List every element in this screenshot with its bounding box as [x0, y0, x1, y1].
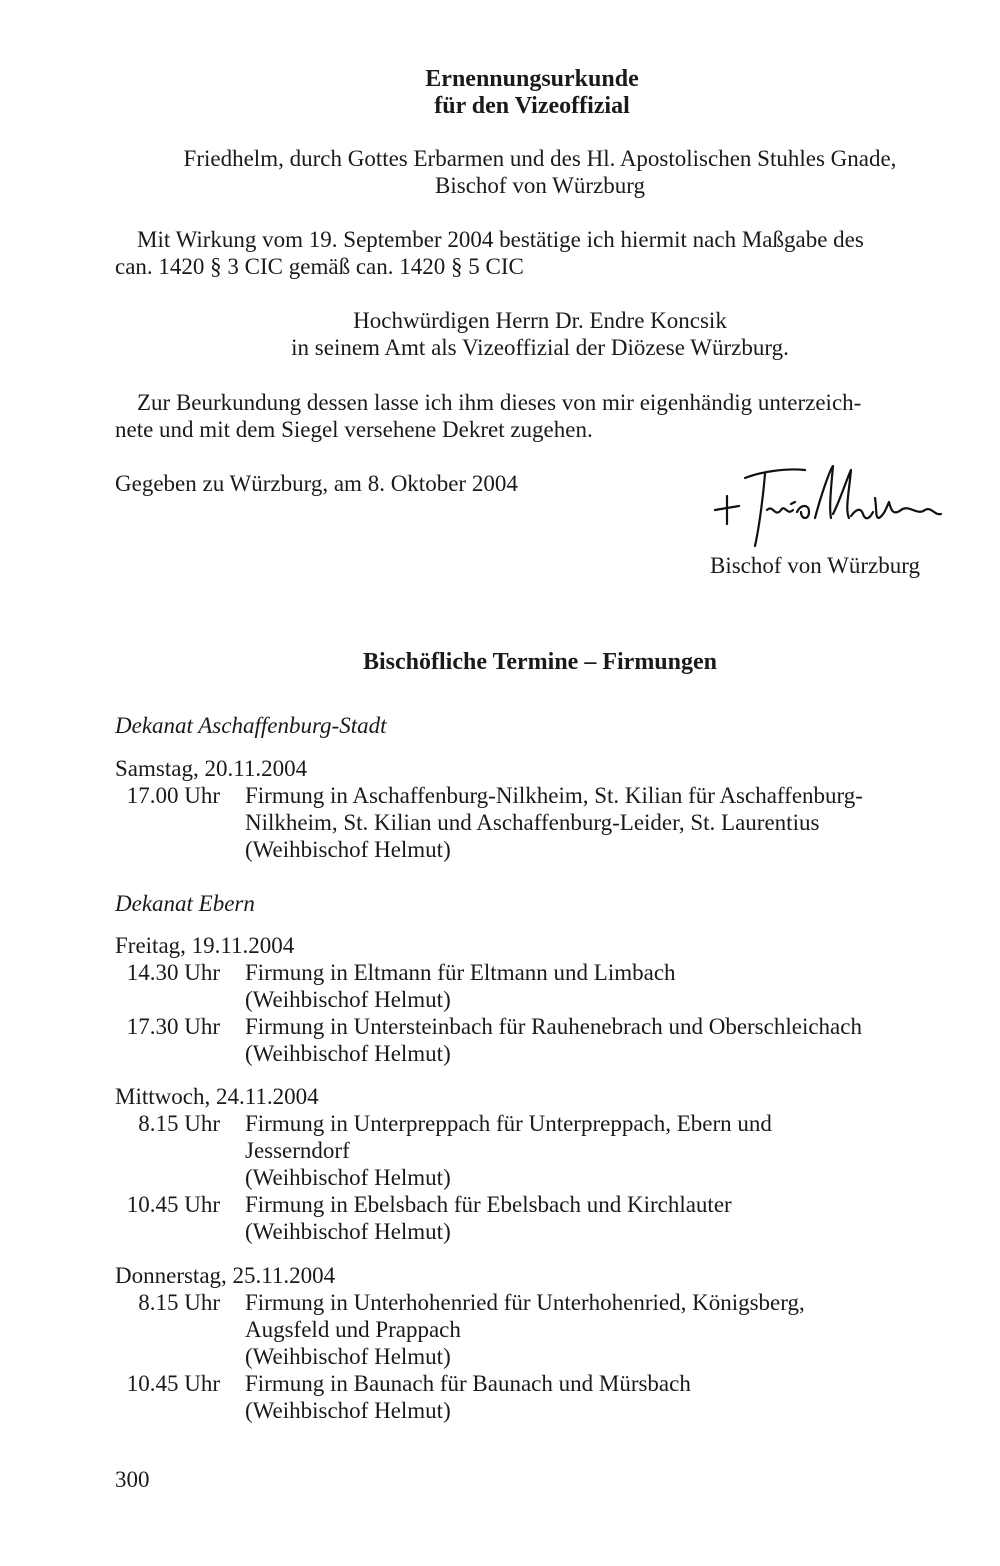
decree-body1-line1: Mit Wirkung vom 19. September 2004 bestätige ich hiermit nach Maßgabe des — [137, 227, 864, 252]
schedule-date: Freitag, 19.11.2004 — [115, 933, 295, 958]
event-time: 8.15 Uhr — [138, 1111, 220, 1136]
schedule-date: Mittwoch, 24.11.2004 — [115, 1084, 319, 1109]
decree-appointee-line2: in seinem Amt als Vizeoffizial der Diözese Würzburg. — [291, 335, 789, 360]
decree-title-line1: Ernennungsurkunde — [425, 66, 639, 92]
event-time: 8.15 Uhr — [138, 1290, 220, 1315]
event-time: 14.30 Uhr — [126, 960, 220, 985]
event-line: Firmung in Ebelsbach für Ebelsbach und Kirchlauter — [245, 1192, 732, 1217]
event-line: (Weihbischof Helmut) — [245, 1041, 451, 1066]
event-line: (Weihbischof Helmut) — [245, 987, 451, 1012]
event-line: Nilkheim, St. Kilian und Aschaffenburg-Leider, St. Laurentius — [245, 810, 820, 835]
signer-title: Bischof von Würzburg — [710, 553, 920, 578]
decree-appointee-line1: Hochwürdigen Herrn Dr. Endre Koncsik — [353, 308, 727, 333]
event-line: (Weihbischof Helmut) — [245, 1398, 451, 1423]
bishop-signature — [705, 458, 965, 548]
event-line: Firmung in Aschaffenburg-Nilkheim, St. Kilian für Aschaffenburg- — [245, 783, 863, 808]
event-time: 10.45 Uhr — [126, 1192, 220, 1217]
event-line: Jesserndorf — [245, 1138, 350, 1163]
event-line: (Weihbischof Helmut) — [245, 1344, 451, 1369]
event-line: Firmung in Baunach für Baunach und Mürsbach — [245, 1371, 691, 1396]
event-line: Firmung in Unterpreppach für Unterpreppach, Ebern und — [245, 1111, 772, 1136]
event-time: 17.00 Uhr — [126, 783, 220, 808]
decree-given-line: Gegeben zu Würzburg, am 8. Oktober 2004 — [115, 471, 518, 496]
event-line: Firmung in Eltmann für Eltmann und Limbach — [245, 960, 676, 985]
deanery-heading: Dekanat Ebern — [115, 891, 255, 916]
event-line: (Weihbischof Helmut) — [245, 1219, 451, 1244]
event-line: Firmung in Untersteinbach für Rauhenebrach und Oberschleichach — [245, 1014, 862, 1039]
schedule-date: Samstag, 20.11.2004 — [115, 756, 308, 781]
decree-body2-line2: nete und mit dem Siegel versehene Dekret zugehen. — [115, 417, 593, 442]
event-line: Augsfeld und Prappach — [245, 1317, 461, 1342]
event-time: 17.30 Uhr — [126, 1014, 220, 1039]
decree-intro-line1: Friedhelm, durch Gottes Erbarmen und des Hl. Apostolischen Stuhles Gnade, — [183, 146, 897, 171]
page-number: 300 — [115, 1467, 150, 1492]
schedule-title: Bischöfliche Termine – Firmungen — [363, 649, 717, 675]
event-line: Firmung in Unterhohenried für Unterhohenried, Königsberg, — [245, 1290, 805, 1315]
decree-title-line2: für den Vizeoffizial — [434, 93, 630, 119]
decree-body2-line1: Zur Beurkundung dessen lasse ich ihm dieses von mir eigenhändig unterzeich- — [137, 390, 862, 415]
decree-intro-line2: Bischof von Würzburg — [435, 173, 645, 198]
event-time: 10.45 Uhr — [126, 1371, 220, 1396]
schedule-date: Donnerstag, 25.11.2004 — [115, 1263, 336, 1288]
event-line: (Weihbischof Helmut) — [245, 1165, 451, 1190]
event-line: (Weihbischof Helmut) — [245, 837, 451, 862]
decree-body1-line2: can. 1420 § 3 CIC gemäß can. 1420 § 5 CIC — [115, 254, 524, 279]
deanery-heading: Dekanat Aschaffenburg-Stadt — [115, 713, 387, 738]
